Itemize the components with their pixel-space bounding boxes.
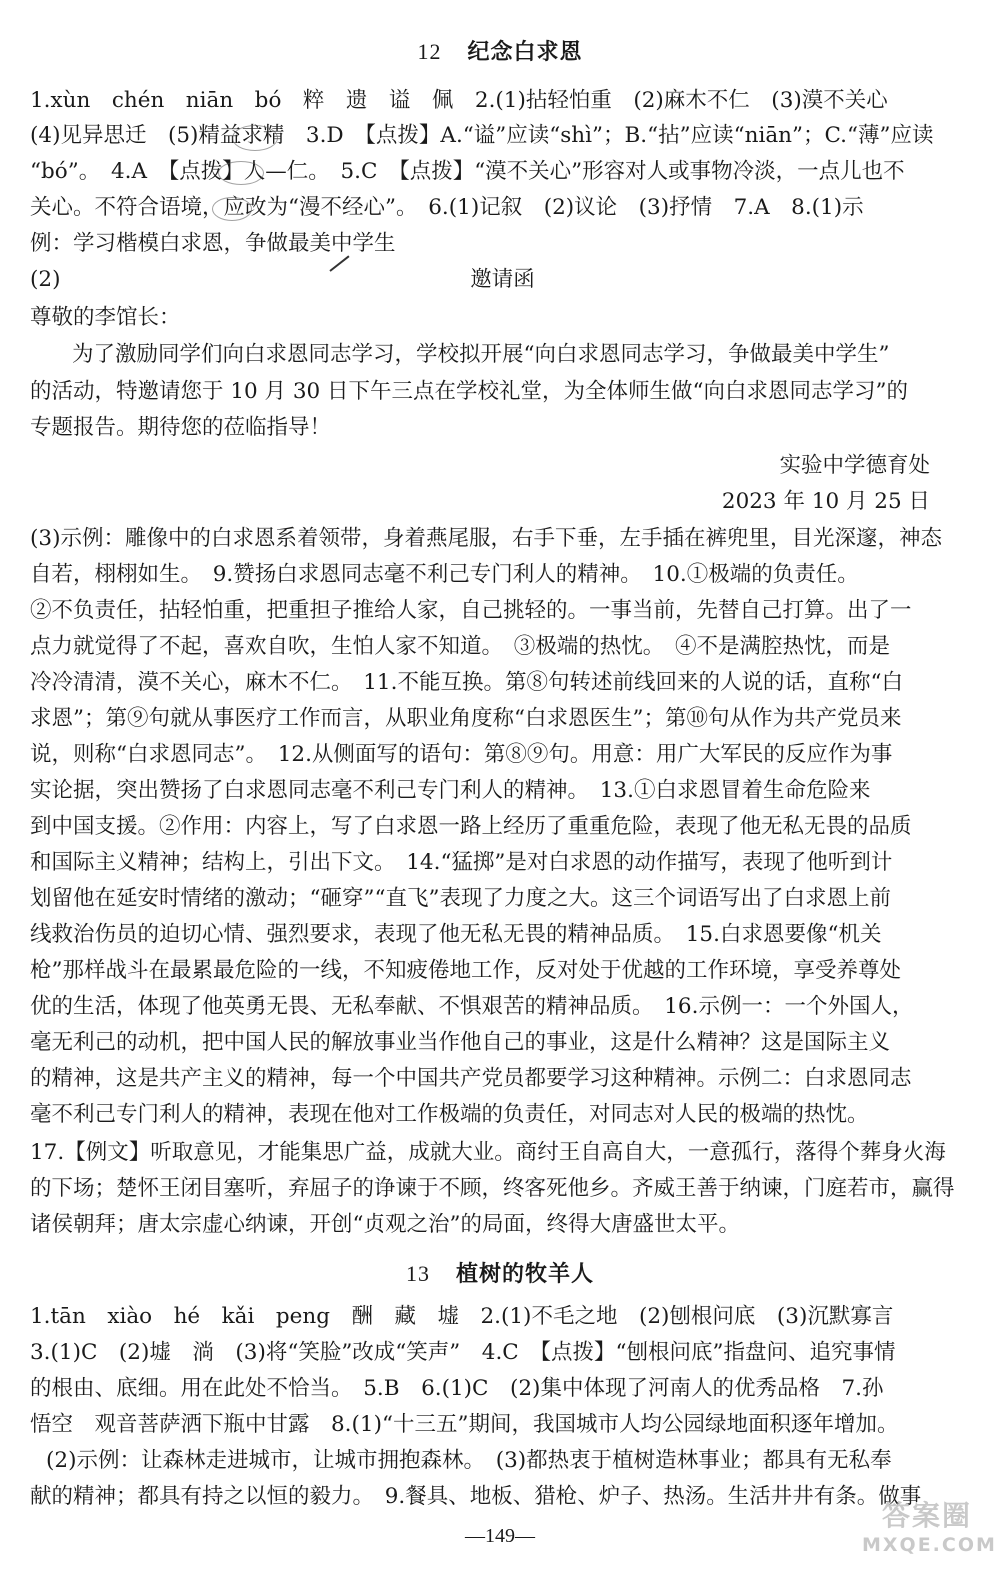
answer-line: 毫无利己的动机，把中国人民的解放事业当作他自己的事业，这是什么精神？这是国际主义 <box>30 1030 891 1055</box>
essay-line: 的下场；楚怀王闭目塞听，弃屈子的诤谏于不顾，终客死他乡。齐威王善于纳谏，门庭若市，赢得 <box>30 1176 955 1201</box>
handwritten-mark <box>212 197 252 221</box>
answer-line: 1.xùn chén niān bó 粹 遗 谥 佩 2.(1)拈轻怕重 (2)麻木不仁 (3)漠不关心 <box>30 88 888 113</box>
answer-line: 线救治伤员的迫切心情、强烈要求，表现了他无私无畏的精神品质。 15.白求恩要像“机关 <box>30 922 882 947</box>
letter-body-line: 为了激励同学们向白求恩同志学习，学校拟开展“向白求恩同志学习，争做最美中学生” <box>72 342 890 367</box>
page-number: —149— <box>465 1525 535 1547</box>
letter-sender: 实验中学德育处 <box>779 453 930 478</box>
answer-line: 3.(1)C (2)墟 淌 (3)将“笑脸”改成“笑声” 4.C 【点拨】“刨根问底”指盘问、追究事情 <box>30 1340 896 1365</box>
answer-line: 枪”那样战斗在最累最危险的一线，不知疲倦地工作，反对处于优越的工作环境，享受养尊处 <box>30 958 901 983</box>
section-13-title: 植树的牧羊人 <box>455 1262 594 1287</box>
answer-line: 毫不利己专门利人的精神，表现在他对工作极端的负责任，对同志对人民的极端的热忱。 <box>30 1102 869 1127</box>
answer-line: 划留他在延安时情绪的激动；“砸穿”“直飞”表现了力度之大。这三个词语写出了白求恩上前 <box>30 886 891 911</box>
answer-line: “bó”。 4.A 【点拨】人—仁。 5.C 【点拨】“漠不关心”形容对人或事物冷淡，一点儿也不 <box>30 159 905 184</box>
letter-title: 邀请函 <box>470 267 535 292</box>
answer-line: 优的生活，体现了他英勇无畏、无私奉献、不惧艰苦的精神品质。 16.示例一：一个外国人， <box>30 994 914 1019</box>
essay-line: 诸侯朝拜；唐太宗虚心纳谏，开创“贞观之治”的局面，终得大唐盛世太平。 <box>30 1212 740 1237</box>
handwritten-mark <box>232 125 278 151</box>
answer-line: 献的精神；都具有持之以恒的毅力。 9.餐具、地板、猎枪、炉子、热汤。生活井井有条。做事 <box>30 1484 922 1509</box>
answer-line: 的根由、底细。用在此处不恰当。 5.B 6.(1)C (2)集中体现了河南人的优秀品格 7.孙 <box>30 1376 884 1401</box>
answer-line: 说，则称“白求恩同志”。 12.从侧面写的语句：第⑧⑨句。用意：用广大军民的反应作为事 <box>30 742 893 767</box>
answer-line: (4)见异思迁 (5)精益求精 3.D 【点拨】A.“谥”应读“shì”；B.“拈”应读“niān”；C.“薄”应读 <box>30 123 934 148</box>
answer-line: 到中国支援。②作用：内容上，写了白求恩一路上经历了重重危险，表现了他无私无畏的品质 <box>30 814 912 839</box>
watermark-logo: 答案圈 <box>881 1499 972 1532</box>
site-watermark <box>862 1498 997 1564</box>
letter-body-line: 专题报告。期待您的莅临指导！ <box>30 415 332 440</box>
letter-label: (2) <box>30 267 61 292</box>
section-12-heading <box>0 36 1000 69</box>
answer-line: 实论据，突出赞扬了白求恩同志毫不利己专门利人的精神。 13.①白求恩冒着生命危险来 <box>30 778 871 803</box>
answer-line: 求恩”；第⑨句就从事医疗工作而言，从职业角度称“白求恩医生”；第⑩句从作为共产党员来 <box>30 706 902 731</box>
letter-salutation: 尊敬的李馆长： <box>30 305 181 330</box>
watermark-site: MXQE.COM <box>862 1534 997 1556</box>
section-13-heading <box>0 1258 1000 1291</box>
answer-line: 和国际主义精神；结构上，引出下文。 14.“猛掷”是对白求恩的动作描写，表现了他听到计 <box>30 850 893 875</box>
answer-line: 冷冷清清，漠不关心，麻木不仁。 11.不能互换。第⑧句转述前线回来的人说的话，直称“白 <box>30 670 903 695</box>
answer-line: 点力就觉得了不起，喜欢自吹，生怕人家不知道。 ③极端的热忱。 ④不是满腔热忱，而是 <box>30 634 891 659</box>
answer-line: 悟空 观音菩萨洒下瓶中甘露 8.(1)“十三五”期间，我国城市人均公园绿地面积逐年增加。 <box>30 1412 899 1437</box>
section-13-number: 13 <box>405 1261 430 1286</box>
answer-line: ②不负责任，拈轻怕重，把重担子推给人家，自己挑轻的。一事当前，先替自己打算。出了一 <box>30 598 912 623</box>
answer-line: 关心。不符合语境，应改为“漫不经心”。 6.(1)记叙 (2)议论 (3)抒情 7.A 8.(1)示 <box>30 195 864 220</box>
answer-line: 自若，栩栩如生。 9.赞扬白求恩同志毫不利己专门利人的精神。 10.①极端的负责任。 <box>30 562 859 587</box>
handwritten-mark <box>218 161 264 185</box>
letter-body-line: 的活动，特邀请您于 10 月 30 日下午三点在学校礼堂，为全体师生做“向白求恩同志学习”的 <box>30 379 909 404</box>
section-12-title: 纪念白求恩 <box>467 40 583 65</box>
answer-line: 例：学习楷模白求恩，争做最美中学生 <box>30 231 396 256</box>
answer-line: 的精神，这是共产主义的精神，每一个中国共产党员都要学习这种精神。示例二：白求恩同志 <box>30 1066 912 1091</box>
answer-line: (3)示例：雕像中的白求恩系着领带，身着燕尾服，右手下垂，左手插在裤兜里，目光深邃，神态 <box>30 526 942 551</box>
section-12-number: 12 <box>417 39 442 64</box>
essay-line: 17.【例文】听取意见，才能集思广益，成就大业。商纣王自高自大，一意孤行，落得个葬身火海 <box>30 1140 946 1165</box>
answer-line: 1.tān xiào hé kǎi peng 酬 藏 墟 2.(1)不毛之地 (2)刨根问底 (3)沉默寡言 <box>30 1304 894 1329</box>
letter-date: 2023 年 10 月 25 日 <box>721 489 930 514</box>
answer-line: (2)示例：让森林走进城市，让城市拥抱森林。 (3)都热衷于植树造林事业；都具有无私奉 <box>46 1448 892 1473</box>
